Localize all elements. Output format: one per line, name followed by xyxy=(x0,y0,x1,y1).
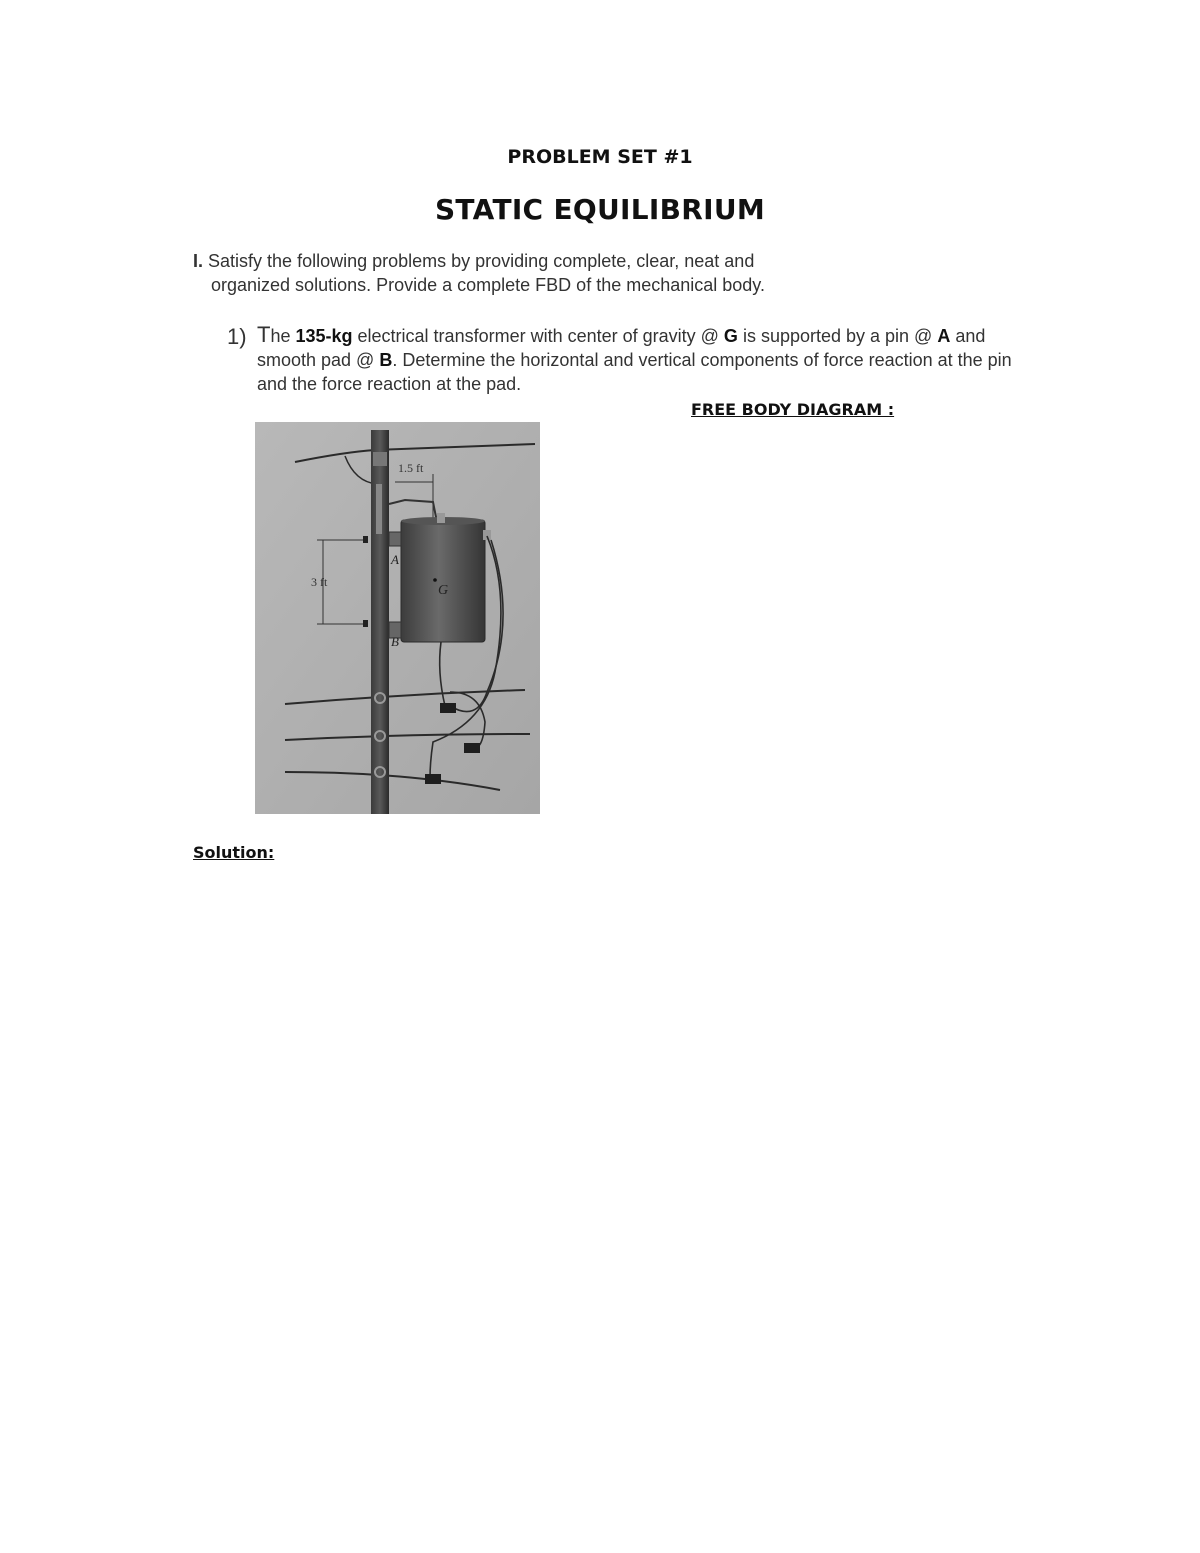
label-g: G xyxy=(438,583,449,598)
instructions-text-2: organized solutions. Provide a complete FBD of the mechanical body. xyxy=(211,275,765,295)
problem-1 xyxy=(227,323,1017,396)
pole-cap xyxy=(373,452,387,466)
wire-clamp-3 xyxy=(425,774,441,784)
dim-horizontal-label: 1.5 ft xyxy=(398,461,424,475)
transformer-figure xyxy=(255,422,540,814)
page-title: STATIC EQUILIBRIUM xyxy=(434,193,766,226)
free-body-diagram-label: FREE BODY DIAGRAM : xyxy=(691,400,895,419)
problem-b: B xyxy=(379,350,393,370)
problem-g: G xyxy=(723,326,738,346)
transformer-diagram xyxy=(255,422,540,814)
problem-text xyxy=(257,323,1017,396)
photo-background xyxy=(255,422,540,814)
pin-bolt-a xyxy=(363,536,368,543)
instructions-numeral: I. xyxy=(193,251,204,271)
label-a: A xyxy=(391,552,399,567)
problem-number: 1) xyxy=(227,324,247,349)
center-of-gravity-point xyxy=(433,578,437,582)
problem-text-a: he xyxy=(270,326,296,346)
problem-text-b: electrical transformer with center of gravity @ xyxy=(352,326,724,346)
side-bushing xyxy=(483,530,491,540)
problem-text-c: is supported by a pin @ xyxy=(737,326,938,346)
dim-vertical-label: 3 ft xyxy=(311,575,328,589)
label-b: B xyxy=(391,634,399,649)
instructions-text-1: Satisfy the following problems by providing complete, clear, neat and xyxy=(208,251,755,271)
pole-bracket xyxy=(376,484,382,534)
problem-set-title: PROBLEM SET #1 xyxy=(507,146,693,168)
wire-clamp-1 xyxy=(440,703,456,713)
problem-initial: T xyxy=(257,322,271,347)
pin-a xyxy=(389,532,401,546)
wire-clamp-2 xyxy=(464,743,480,753)
problem-text-e: . Determine the horizontal and vertical components of force reaction at the pin and the force reaction at the pad. xyxy=(257,350,1012,394)
problem-mass: 135-kg xyxy=(295,326,353,346)
problem-text-d: and smooth pad @ xyxy=(257,326,986,370)
solution-label: Solution: xyxy=(193,843,275,862)
top-bushing xyxy=(437,513,445,523)
problem-a: A xyxy=(937,326,951,346)
instructions xyxy=(193,249,913,297)
transformer-tank xyxy=(401,520,485,642)
instructions-line-1 xyxy=(193,249,913,273)
pad-bolt-b xyxy=(363,620,368,627)
